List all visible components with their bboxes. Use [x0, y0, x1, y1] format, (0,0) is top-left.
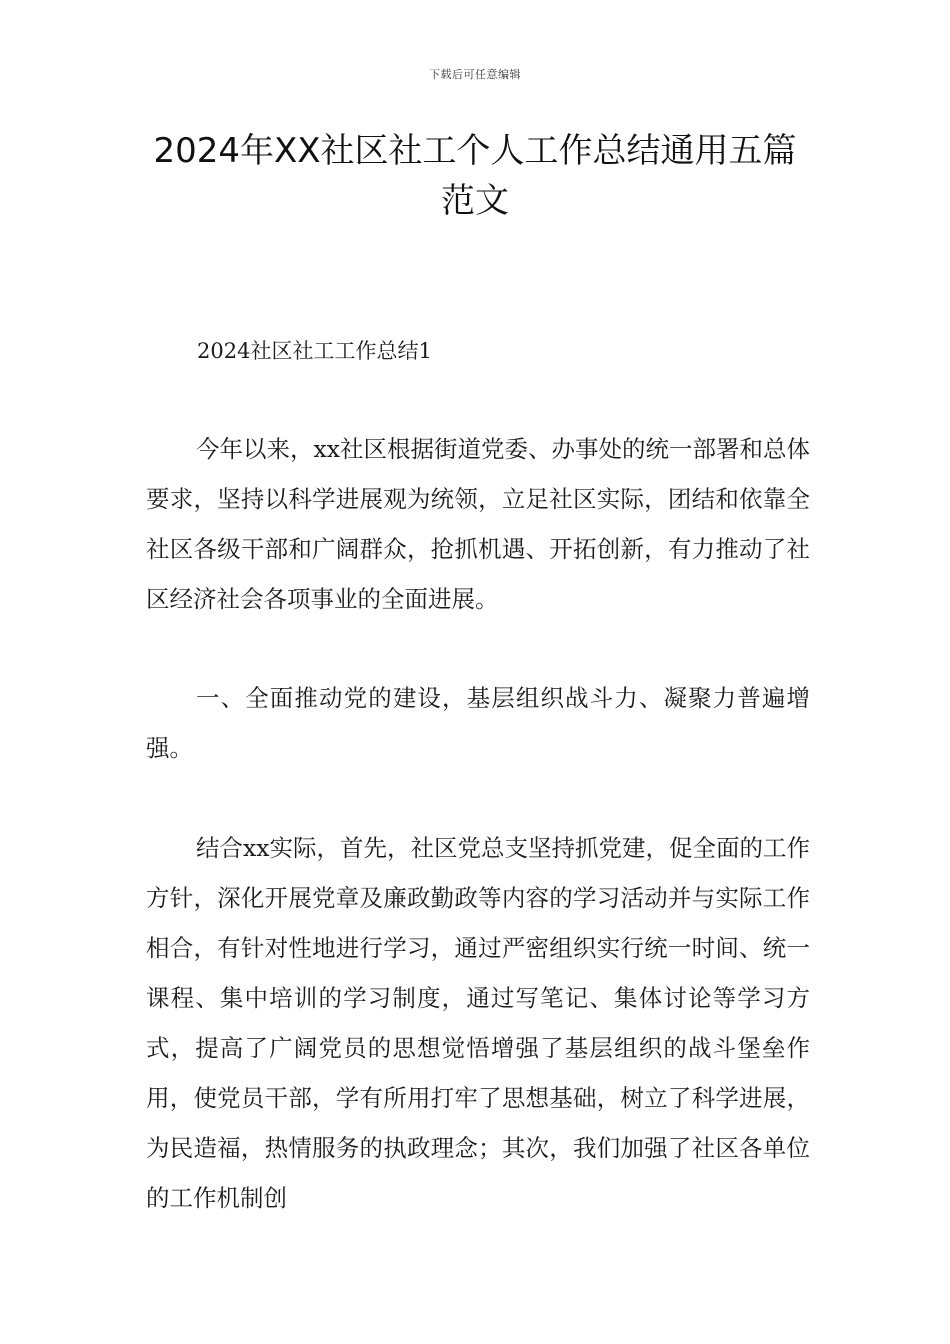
- paragraph-body: 结合xx实际，首先，社区党总支坚持抓党建，促全面的工作方针，深化开展党章及廉政勤政等内容的学习活动并与实际工作相合，有针对性地进行学习，通过严密组织实行统一时间、统一课程、集中培训的学习制度，通过写笔记、集体讨论等学习方式，提高了广阔党员的思想觉悟增强了基层组织的战斗堡垒作用，使党员干部，学有所用打牢了思想基础，树立了科学进展，为民造福，热情服务的执政理念；其次，我们加强了社区各单位的工作机制创: [146, 834, 811, 1212]
- document-title-line-2: 范文: [441, 181, 509, 221]
- header-note: 下载后可任意编辑: [429, 68, 521, 81]
- paragraph-intro: 今年以来，xx社区根据街道党委、办事处的统一部署和总体要求，坚持以科学进展观为统领，立足社区实际，团结和依靠全社区各级干部和广阔群众，抢抓机遇、开拓创新，有力推动了社区经济社会各项事业的全面进展。: [146, 435, 811, 613]
- paragraph-heading-one: 一、全面推动党的建设，基层组织战斗力、凝聚力普遍增强。: [146, 684, 810, 762]
- document-title: [120, 126, 830, 226]
- section-heading: 2024社区社工工作总结1: [197, 339, 432, 363]
- document-title-line-1: 2024年XX社区社工个人工作总结通用五篇: [153, 131, 797, 171]
